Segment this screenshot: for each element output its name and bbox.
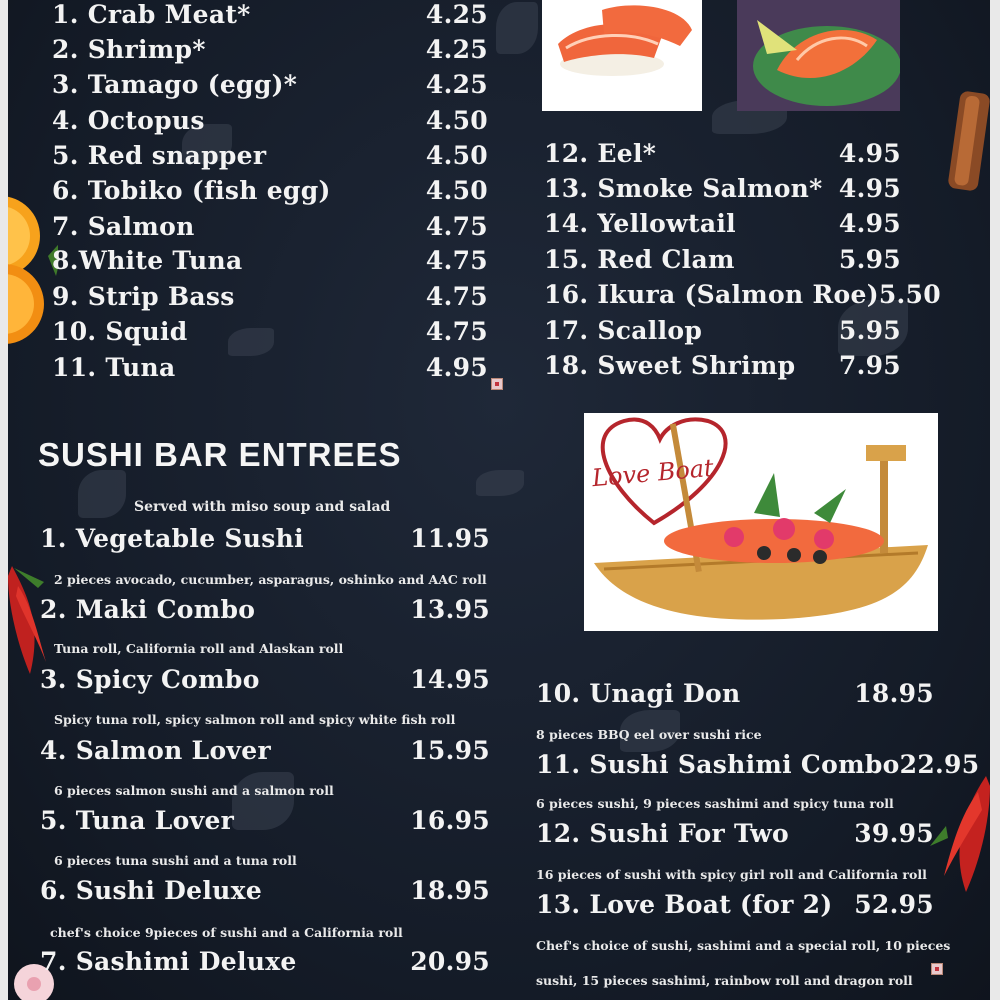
note-icon — [931, 963, 943, 975]
decorative-leaf — [78, 470, 126, 518]
menu-item: 1. Vegetable Sushi 11.95 — [40, 524, 490, 553]
menu-item: 9. Strip Bass 4.75 — [52, 282, 488, 311]
salmon-sashimi-photo — [737, 0, 900, 111]
menu-item-description: Tuna roll, California roll and Alaskan roll — [54, 641, 344, 656]
menu-item: 5. Tuna Lover 16.95 — [40, 806, 490, 835]
menu-item: 13. Smoke Salmon* 4.95 — [544, 174, 901, 203]
menu-item-description: sushi, 15 pieces sashimi, rainbow roll and dragon roll — [536, 973, 913, 988]
love-boat-photo — [584, 413, 938, 631]
menu-item-description: Spicy tuna roll, spicy salmon roll and spicy white fish roll — [54, 712, 456, 727]
menu-item: 7. Sashimi Deluxe 20.95 — [40, 947, 490, 976]
menu-item: 12. Sushi For Two 39.95 — [536, 819, 934, 848]
menu-item: 8.White Tuna 4.75 — [52, 246, 488, 275]
menu-item: 15. Red Clam 5.95 — [544, 245, 901, 274]
chili-pepper-image — [926, 776, 990, 896]
menu-item: 2. Shrimp* 4.25 — [52, 35, 488, 64]
love-boat-image-text: Love Boat — [591, 453, 715, 493]
menu-item-description: 6 pieces tuna sushi and a tuna roll — [54, 853, 297, 868]
orange-slice-image — [8, 196, 58, 346]
menu-item-description: 6 pieces sushi, 9 pieces sashimi and spicy tuna roll — [536, 796, 894, 811]
menu-item-description: 6 pieces salmon sushi and a salmon roll — [54, 783, 334, 798]
menu-item-description: chef's choice 9pieces of sushi and a California roll — [50, 925, 403, 940]
menu-item: 2. Maki Combo 13.95 — [40, 595, 490, 624]
menu-item-description: 2 pieces avocado, cucumber, asparagus, oshinko and AAC roll — [54, 572, 487, 587]
menu-item: 6. Sushi Deluxe 18.95 — [40, 876, 490, 905]
menu-item-description: 8 pieces BBQ eel over sushi rice — [536, 727, 762, 742]
menu-item-description: Chef's choice of sushi, sashimi and a special roll, 10 pieces — [536, 938, 951, 953]
note-icon — [491, 378, 503, 390]
decorative-leaf — [476, 470, 524, 496]
section-title: SUSHI BAR ENTREES — [38, 436, 402, 473]
menu-item: 11. Sushi Sashimi Combo 22.95 — [536, 750, 980, 779]
menu-item: 3. Tamago (egg)* 4.25 — [52, 70, 488, 99]
menu-item: 14. Yellowtail 4.95 — [544, 209, 901, 238]
menu-item: 11. Tuna 4.95 — [52, 353, 488, 382]
menu-item: 13. Love Boat (for 2) 52.95 — [536, 890, 934, 919]
section-subtitle: Served with miso soup and salad — [134, 499, 391, 515]
menu-item: 1. Crab Meat* 4.25 — [52, 0, 488, 29]
menu-item: 18. Sweet Shrimp 7.95 — [544, 351, 901, 380]
menu-item: 4. Octopus 4.50 — [52, 106, 488, 135]
menu-item: 10. Unagi Don 18.95 — [536, 679, 934, 708]
menu-item: 6. Tobiko (fish egg) 4.50 — [52, 176, 488, 205]
menu-item: 16. Ikura (Salmon Roe) 5.50 — [544, 280, 941, 309]
menu-item: 12. Eel* 4.95 — [544, 139, 901, 168]
cinnamon-image — [948, 86, 990, 196]
menu-item: 10. Squid 4.75 — [52, 317, 488, 346]
menu-item: 7. Salmon 4.75 — [52, 212, 488, 241]
decorative-leaf — [496, 2, 538, 54]
menu-item: 17. Scallop 5.95 — [544, 316, 901, 345]
salmon-nigiri-photo — [542, 0, 702, 111]
menu-item: 3. Spicy Combo 14.95 — [40, 665, 490, 694]
menu-item-description: 16 pieces of sushi with spicy girl roll and California roll — [536, 867, 927, 882]
menu-item: 5. Red snapper 4.50 — [52, 141, 488, 170]
menu-item: 4. Salmon Lover 15.95 — [40, 736, 490, 765]
